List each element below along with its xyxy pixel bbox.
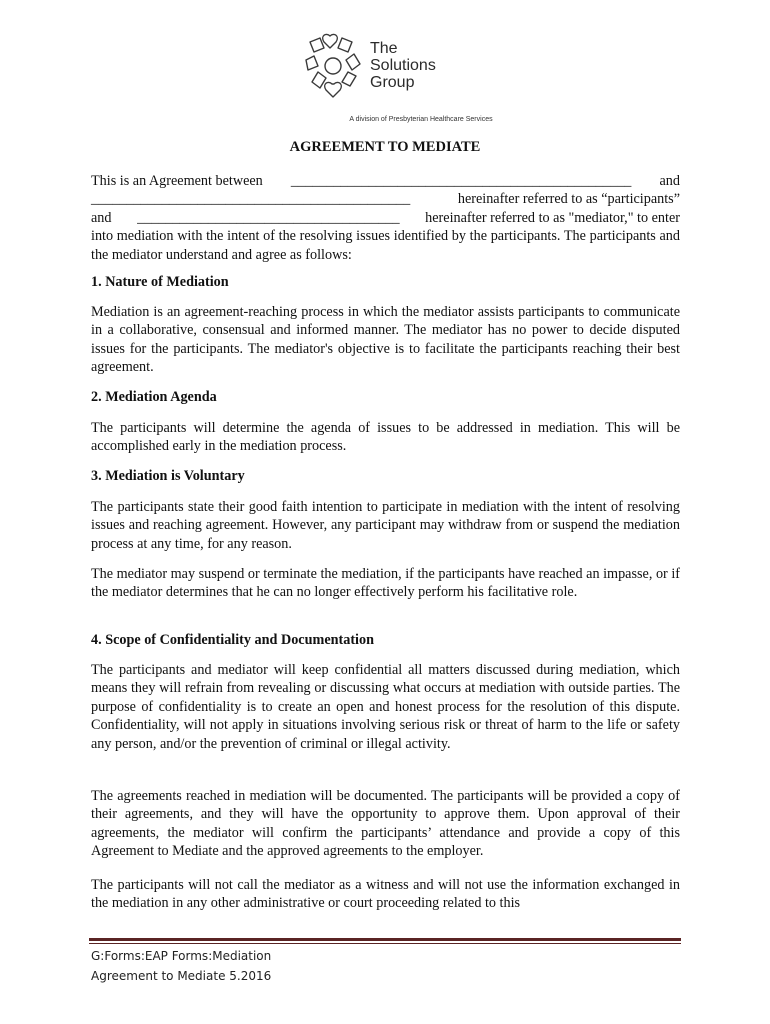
document-title: AGREEMENT TO MEDIATE — [289, 139, 481, 155]
page-footer — [91, 946, 271, 986]
logo-line-2: Solutions — [370, 57, 436, 74]
intro-line-1 — [91, 172, 680, 190]
participant-blank-2: _____________________________________________ — [91, 191, 411, 208]
intro-line-3 — [91, 209, 680, 227]
intro-text: hereinafter referred to as “participants” — [457, 191, 680, 208]
logo-wordmark — [370, 40, 436, 91]
section-3-paragraph-2: The mediator may suspend or terminate the mediation, if the participants have reached an impasse, or if the mediator determines that he can no longer effectively perform his facilitative role. — [91, 566, 680, 601]
section-4-paragraph-2: The agreements reached in mediation will be documented. The participants will be provided a copy of their agreements, and they will have the opportunity to approve them. Upon approval of their agreements, the mediator will confirm the participants’ attendance and provide a copy of this Agreement to Mediate and the approved agreements to the employer. — [91, 788, 680, 860]
section-1-paragraph: Mediation is an agreement-reaching process in which the mediator assists participants to communicate in a collaborative, consensual and informed manner. The mediator has no power to decide disputed issues for the participants. The mediator's objective is to facilitate the participants reaching their best agreement. — [91, 304, 680, 376]
section-4-paragraph-3: The participants will not call the mediator as a witness and will not use the information exchanged in the mediation in any other administrative or court proceeding related to this — [91, 877, 680, 912]
intro-rest: into mediation with the intent of the resolving issues identified by the participants. The participants and the mediator understand and agree as follows: — [91, 228, 680, 263]
division-tagline: A division of Presbyterian Healthcare Services — [349, 116, 493, 123]
people-heart-circle-logo-icon — [300, 32, 366, 100]
section-2-paragraph: The participants will determine the agenda of issues to be addressed in mediation. This will be accomplished early in the mediation process. — [91, 420, 680, 455]
section-4-heading: 4. Scope of Confidentiality and Documentation — [91, 632, 374, 648]
footer-line-2: Agreement to Mediate 5.2016 — [91, 969, 272, 983]
section-4-paragraph-1: The participants and mediator will keep confidential all matters discussed during mediation, which means they will refrain from revealing or discussing what occurs at mediation with outside parties. The purpose of confidentiality is to create an open and honest process for the resolution of this dispute. Confidentiality, will not apply in situations involving serious risk or threat of harm to the life or safety any person, and/or the prevention of criminal or illegal activity. — [91, 662, 680, 752]
footer-rule-thick — [89, 938, 681, 941]
intro-text: and — [659, 173, 680, 189]
footer-line-1: G:Forms:EAP Forms:Mediation — [91, 949, 272, 963]
intro-text: and — [91, 209, 112, 226]
solutions-group-logo — [300, 32, 500, 102]
intro-text: hereinafter referred to as "mediator," to enter — [425, 209, 680, 226]
section-3-paragraph-1: The participants state their good faith intention to participate in mediation with the intent of resolving issues and reaching agreement. However, any participant may withdraw from or suspend the mediation process at any time, for any reason. — [91, 499, 680, 552]
mediator-blank: _____________________________________ — [137, 209, 400, 226]
intro-line-2 — [91, 190, 680, 208]
intro-text: This is an Agreement between — [91, 173, 263, 189]
section-2-heading: 2. Mediation Agenda — [91, 389, 217, 405]
participant-blank-1: ________________________________________________ — [290, 173, 632, 189]
logo-line-1: The — [370, 40, 398, 57]
intro-paragraph — [91, 172, 680, 264]
section-1-heading: 1. Nature of Mediation — [91, 274, 229, 290]
logo-line-3: Group — [370, 74, 415, 91]
footer-rule-thin — [89, 943, 681, 944]
section-3-heading: 3. Mediation is Voluntary — [91, 468, 245, 484]
